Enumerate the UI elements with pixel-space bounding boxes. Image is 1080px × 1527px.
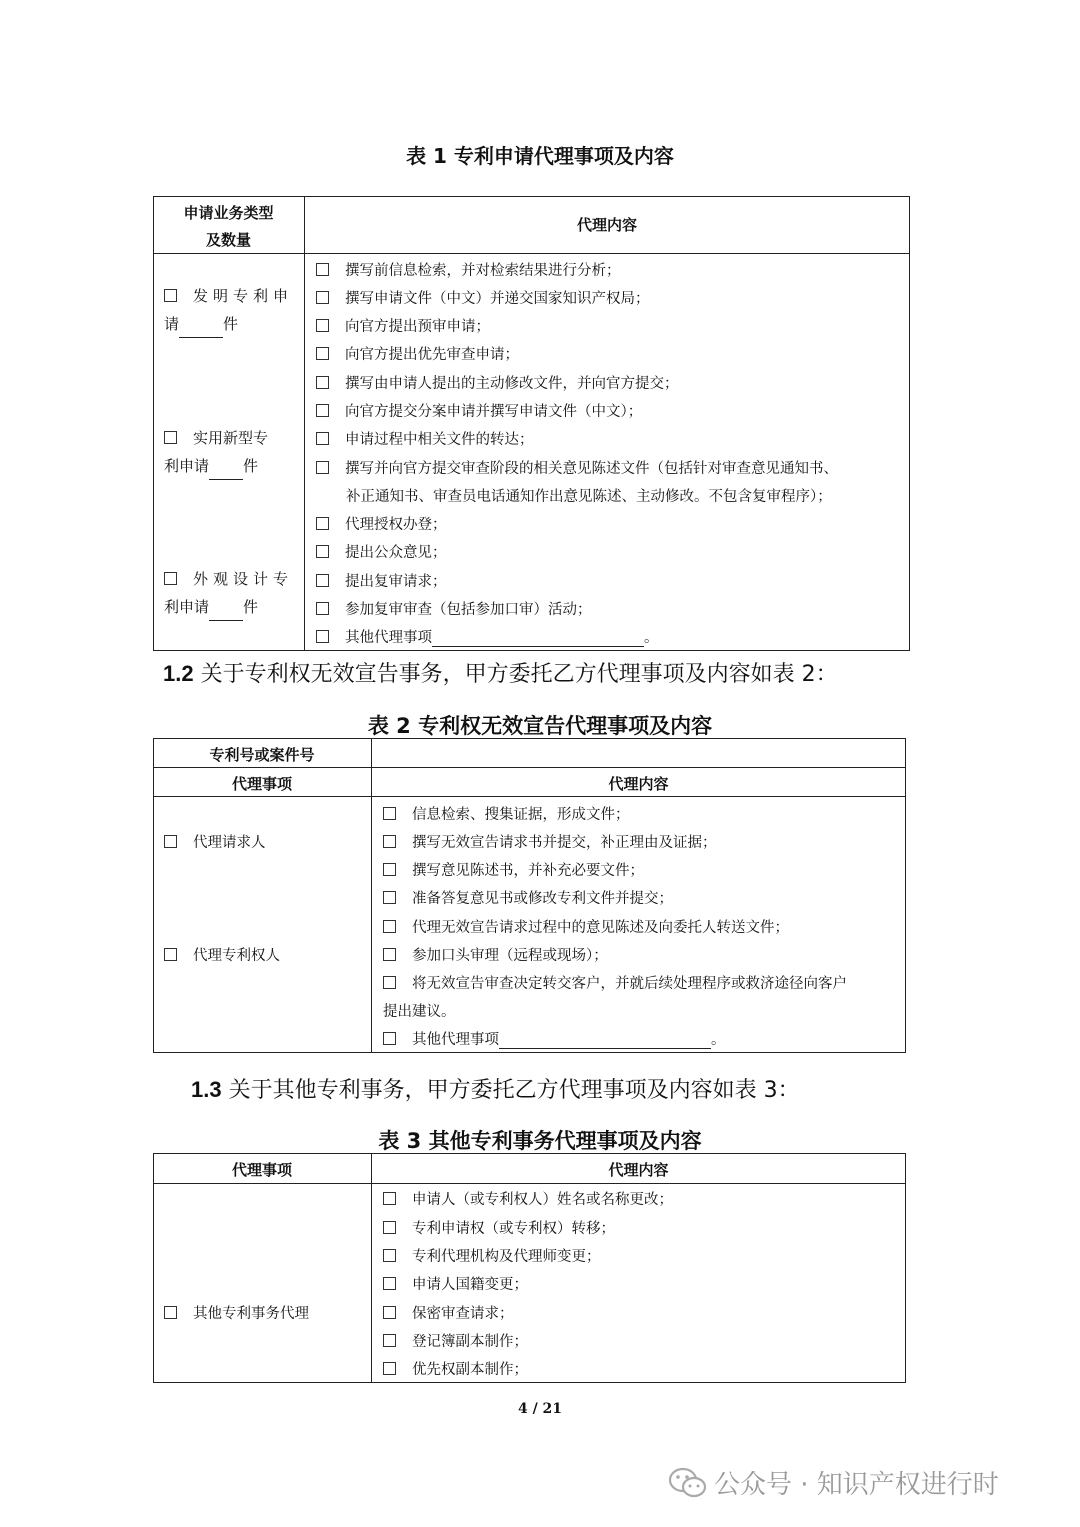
checkbox-icon[interactable] (164, 572, 177, 585)
checkbox-icon[interactable] (316, 404, 329, 417)
table1-divider (304, 196, 305, 651)
table1-item: 向官方提出优先审查申请； (316, 343, 519, 364)
table2-header-right: 代理内容 (608, 775, 669, 793)
table3-divider (371, 1153, 372, 1383)
count-blank[interactable] (179, 337, 223, 338)
table3-item: 登记簿副本制作； (383, 1330, 528, 1351)
table2-header-case-number: 专利号或案件号 (209, 746, 315, 764)
table3-item: 保密审查请求； (383, 1302, 514, 1323)
table2-item: 将无效宣告审查决定转交客户，并就后续处理程序或救济途径向客户 (383, 972, 847, 993)
checkbox-icon[interactable] (316, 347, 329, 360)
role-patentee: 代理专利权人 (164, 944, 280, 965)
page-number: 4 / 21 (517, 1401, 563, 1417)
table1-header-left-line2: 及数量 (205, 231, 251, 249)
checkbox-icon[interactable] (316, 376, 329, 389)
checkbox-icon[interactable] (383, 1192, 396, 1205)
checkbox-icon[interactable] (383, 1277, 396, 1290)
table1-item: 撰写前信息检索，并对检索结果进行分析； (316, 259, 621, 280)
checkbox-icon[interactable] (316, 602, 329, 615)
checkbox-icon[interactable] (164, 948, 177, 961)
table1-item: 撰写并向官方提交审查阶段的相关意见陈述文件（包括针对审查意见通知书、 (316, 457, 838, 478)
table1-item-other: 其他代理事项 。 (316, 626, 659, 647)
checkbox-icon[interactable] (316, 517, 329, 530)
table1-item: 向官方提出预审申请； (316, 315, 490, 336)
table2-item: 参加口头审理（远程或现场）； (383, 944, 608, 965)
table2-item: 撰写无效宣告请求书并提交，补正理由及证据； (383, 831, 717, 852)
checkbox-icon[interactable] (164, 431, 177, 444)
checkbox-icon[interactable] (164, 289, 177, 302)
table2-rule-2 (153, 796, 906, 797)
checkbox-icon[interactable] (316, 574, 329, 587)
table3-title: 表 3 其他专利事务代理事项及内容 (378, 1129, 702, 1153)
category-utility-model: 实用新型专 利申请 件 (164, 424, 268, 480)
table2-item: 信息检索、搜集证据，形成文件； (383, 803, 630, 824)
checkbox-icon[interactable] (383, 920, 396, 933)
table2-item: 代理无效宣告请求过程中的意见陈述及向委托人转送文件； (383, 916, 789, 937)
table2-rule-1 (153, 767, 906, 768)
checkbox-icon[interactable] (383, 1362, 396, 1375)
checkbox-icon[interactable] (316, 545, 329, 558)
role-requester: 代理请求人 (164, 831, 266, 852)
checkbox-icon[interactable] (383, 1306, 396, 1319)
checkbox-icon[interactable] (383, 1249, 396, 1262)
checkbox-icon[interactable] (316, 291, 329, 304)
table1-header-left (153, 200, 304, 254)
other-blank[interactable] (499, 1032, 711, 1049)
table2-item-other: 其他代理事项 。 (383, 1028, 726, 1049)
table1-item: 向官方提交分案申请并撰写申请文件（中文）； (316, 400, 642, 421)
checkbox-icon[interactable] (316, 319, 329, 332)
table2-item: 准备答复意见书或修改专利文件并提交； (383, 887, 673, 908)
count-blank[interactable] (209, 479, 243, 480)
table1-item: 撰写由申请人提出的主动修改文件，并向官方提交； (316, 372, 679, 393)
section-1-2-heading: 1.2 关于专利权无效宣告事务，甲方委托乙方代理事项及内容如表 2： (163, 661, 838, 687)
table3-header-right: 代理内容 (608, 1161, 669, 1179)
checkbox-icon[interactable] (164, 1306, 177, 1319)
table3-item: 专利申请权（或专利权）转移； (383, 1217, 615, 1238)
checkbox-icon[interactable] (316, 263, 329, 276)
table1-item: 撰写申请文件（中文）并递交国家知识产权局； (316, 287, 650, 308)
checkbox-icon[interactable] (316, 630, 329, 643)
checkbox-icon[interactable] (383, 976, 396, 989)
table3-header-left: 代理事项 (231, 1161, 292, 1179)
checkbox-icon[interactable] (383, 807, 396, 820)
table3-item: 申请人国籍变更； (383, 1273, 528, 1294)
checkbox-icon[interactable] (383, 1221, 396, 1234)
table1-header-left-line1: 申请业务类型 (183, 204, 274, 222)
checkbox-icon[interactable] (383, 891, 396, 904)
table2-title: 表 2 专利权无效宣告代理事项及内容 (367, 714, 713, 738)
checkbox-icon[interactable] (383, 948, 396, 961)
checkbox-icon[interactable] (383, 863, 396, 876)
checkbox-icon[interactable] (383, 1334, 396, 1347)
category-invention: 发明专利申 请 件 (164, 282, 293, 338)
table2-item-continued: 提出建议。 (383, 1004, 456, 1020)
table2-header-left: 代理事项 (231, 775, 292, 793)
table1-item: 申请过程中相关文件的转达； (316, 428, 534, 449)
table3-item: 优先权副本制作； (383, 1358, 528, 1379)
table3-header-rule (153, 1183, 906, 1184)
checkbox-icon[interactable] (316, 432, 329, 445)
table1-item: 参加复审审查（包括参加口审）活动； (316, 598, 592, 619)
count-blank[interactable] (209, 620, 243, 621)
table1-title: 表 1 专利申请代理事项及内容 (406, 144, 674, 168)
section-1-3-heading: 1.3 关于其他专利事务，甲方委托乙方代理事项及内容如表 3： (191, 1077, 800, 1103)
table1-item: 提出公众意见； (316, 541, 447, 562)
wechat-icon (668, 1466, 708, 1500)
table1-item: 提出复审请求； (316, 570, 447, 591)
checkbox-icon[interactable] (383, 835, 396, 848)
role-other-affairs: 其他专利事务代理 (164, 1302, 309, 1323)
checkbox-icon[interactable] (383, 1032, 396, 1045)
table1-header-right: 代理内容 (576, 216, 637, 234)
category-design: 外观设计专 利申请 件 (164, 565, 293, 621)
checkbox-icon[interactable] (164, 835, 177, 848)
table1-item-continued: 补正通知书、审查员电话通知作出意见陈述、主动修改。不包含复审程序）； (346, 489, 832, 505)
table3-item: 专利代理机构及代理师变更； (383, 1245, 601, 1266)
table3-item: 申请人（或专利权人）姓名或名称更改； (383, 1188, 673, 1209)
other-blank[interactable] (432, 630, 644, 647)
watermark (668, 1464, 1058, 1504)
table2-item: 撰写意见陈述书，并补充必要文件； (383, 859, 644, 880)
watermark-text: 公众号 · 知识产权进行时 (714, 1470, 999, 1500)
table1-item: 代理授权办登； (316, 513, 447, 534)
checkbox-icon[interactable] (316, 461, 329, 474)
